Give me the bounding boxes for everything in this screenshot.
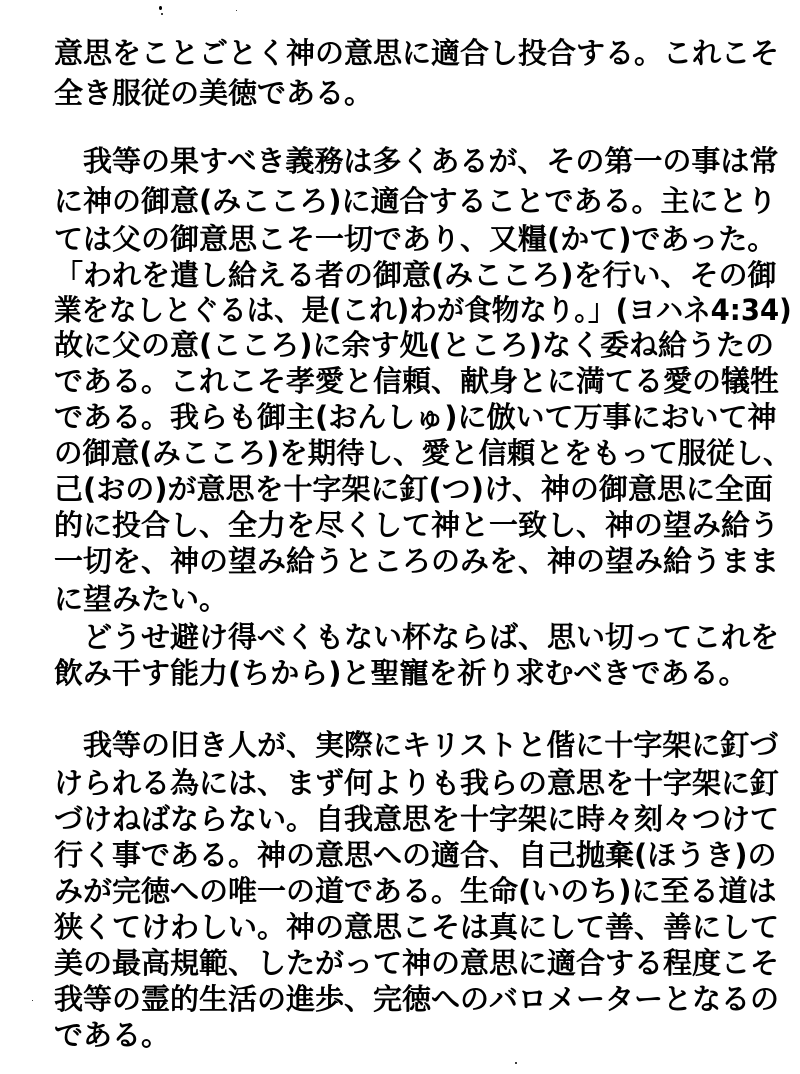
- scan-speck: [161, 13, 163, 15]
- text-line: 我等の霊的生活の進歩、完徳へのバロメーターとなるの: [54, 982, 780, 1016]
- text-line: どうせ避け得べくもない杯ならば、思い切ってこれを: [54, 620, 780, 654]
- text-line: 一切を、神の望み給うところのみを、神の望み給うまま: [54, 544, 780, 578]
- text-line: けられる為には、まず何よりも我らの意思を十字架に釘: [54, 766, 780, 800]
- text-line: 的に投合し、全力を尽くして神と一致し、神の望み給う: [54, 508, 780, 542]
- text-line: 我等の旧き人が、実際にキリストと偕に十字架に釘づ: [54, 728, 779, 762]
- text-line: 行く事である。神の意思への適合、自己抛棄(ほうき)の: [54, 838, 777, 872]
- text-line: に望みたい。: [54, 582, 229, 616]
- scan-speck: [32, 1000, 33, 1001]
- text-line: 意思をことごとく神の意思に適合し投合する。これこそ: [54, 36, 780, 70]
- text-line: づけねばならない。自我意思を十字架に時々刻々つけて: [54, 802, 780, 836]
- text-line: である。: [54, 1018, 171, 1052]
- text-line: 己(おの)が意思を十字架に釘(つ)け、神の御意思に全面: [54, 472, 773, 506]
- text-line: である。我らも御主(おんしゅ)に倣いて万事において神: [54, 400, 777, 434]
- text-line: 故に父の意(こころ)に余す処(ところ)なく委ね給うたの: [54, 328, 775, 362]
- text-line: 美の最高規範、したがって神の意思に適合する程度こそ: [54, 946, 780, 980]
- text-line: に神の御意(みこころ)に適合することである。主にとり: [54, 184, 777, 218]
- text-line: 飲み干す能力(ちから)と聖寵を祈り求むべきである。: [54, 656, 748, 690]
- text-line: 我等の果すべき義務は多くあるが、その第一の事は常: [54, 144, 779, 178]
- text-line: ては父の御意思こそ一切であり、又糧(かて)であった。: [54, 222, 777, 256]
- text-line: の御意(みこころ)を期待し、愛と信頼とをもって服従し、: [54, 436, 792, 470]
- text-line: 全き服従の美徳である。: [54, 76, 374, 110]
- text-line: みが完徳への唯一の道である。生命(いのち)に至る道は: [54, 874, 777, 908]
- text-line: である。これこそ孝愛と信頼、献身とに満てる愛の犠牲: [54, 364, 780, 398]
- scan-speck: [236, 10, 237, 11]
- text-line: 「われを遣し給える者の御意(みこころ)を行い、その御: [54, 258, 777, 292]
- text-line: 業をなしとぐるは、是(これ)わが食物なり。」(ヨハネ4:34): [54, 293, 792, 327]
- scan-speck: [159, 6, 162, 10]
- text-line: 狭くてけわしい。神の意思こそは真にして善、善にして: [54, 910, 780, 944]
- scan-speck: [515, 1062, 517, 1064]
